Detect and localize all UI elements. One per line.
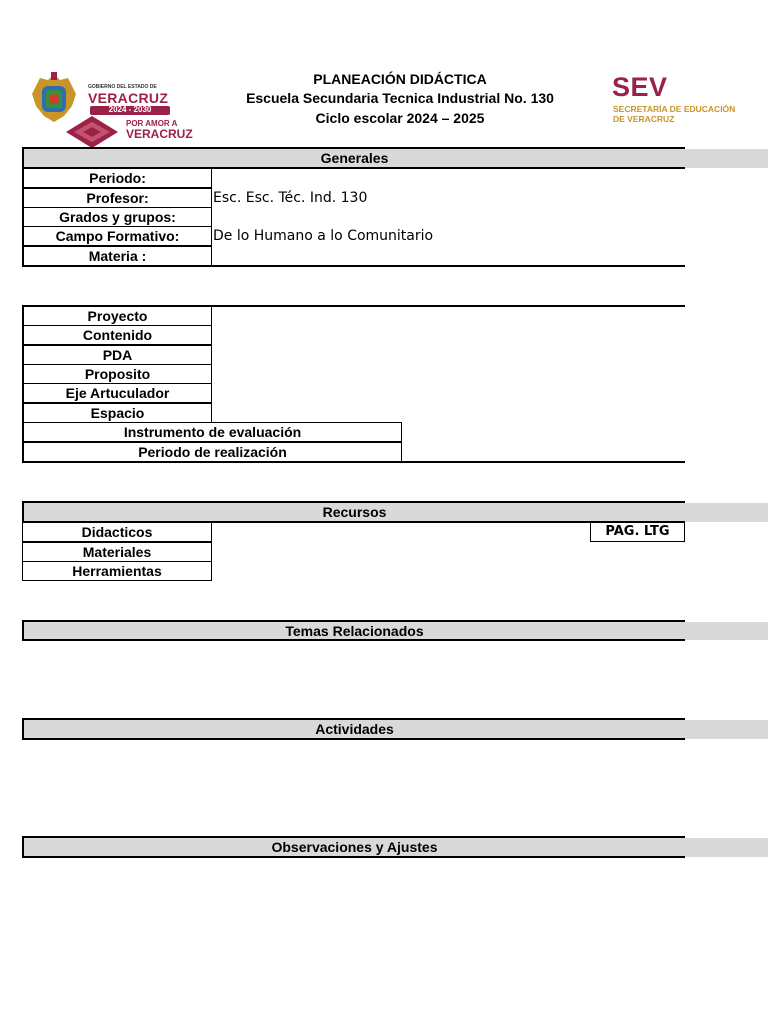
proposito-label: Proposito [22,364,212,384]
periodo-realizacion-label: Periodo de realización [22,442,402,463]
eje-articulador-label: Eje Artuculador [22,383,212,403]
generales-bottom-rule [22,265,685,267]
veracruz-diamond-emblem-icon [64,114,120,150]
actividades-header: Actividades [22,718,685,740]
profesor-value: Esc. Esc. Téc. Ind. 130 [213,190,368,206]
materia-label: Materia : [22,246,212,267]
logo-text-gobierno: GOBIERNO DEL ESTADO DE [88,84,157,90]
sev-logo [612,72,762,126]
proyecto-bottom-rule [22,461,685,463]
recursos-header-band [684,503,768,522]
school-cycle: Ciclo escolar 2024 – 2025 [315,110,485,126]
logo-text-veracruz-2: VERACRUZ [126,127,193,141]
campo-formativo-label: Campo Formativo: [22,226,212,246]
logo-text-years-label: 2024 - 2030 [108,105,152,114]
proyecto-label: Proyecto [22,306,212,326]
logo-text-veracruz: VERACRUZ [88,90,169,106]
grados-grupos-label: Grados y grupos: [22,207,212,227]
page-title: PLANEACIÓN DIDÁCTICA [313,71,487,87]
logo-text-por-amor: POR AMOR A [126,119,178,128]
herramientas-label: Herramientas [22,561,212,581]
materiales-label: Materiales [22,542,212,562]
profesor-label: Profesor: [22,188,212,208]
sev-logo-line2: DE VERACRUZ [613,114,675,124]
campo-formativo-value: De lo Humano a lo Comunitario [213,228,434,244]
observaciones-header-band [684,838,768,857]
generales-header: Generales [22,147,685,169]
sev-logo-line1: SECRETARÍA DE EDUCACIÓN [613,104,736,114]
pag-ltg-box: PAG. LTG [590,522,685,542]
espacio-label: Espacio [22,403,212,423]
instrumento-evaluacion-label: Instrumento de evaluación [22,422,402,442]
contenido-label: Contenido [22,325,212,345]
observaciones-header: Observaciones y Ajustes [22,836,685,858]
temas-header: Temas Relacionados [22,620,685,641]
actividades-header-band [684,720,768,739]
pda-label: PDA [22,345,212,365]
temas-header-band [684,622,768,640]
sev-logo-text: SEV [612,72,668,102]
school-name: Escuela Secundaria Tecnica Industrial No. 130 [246,90,554,106]
didacticos-label: Didacticos [22,522,212,542]
generales-header-band [684,149,768,168]
veracruz-government-logo [30,72,216,150]
recursos-header: Recursos [22,501,685,523]
periodo-label: Periodo: [22,168,212,188]
